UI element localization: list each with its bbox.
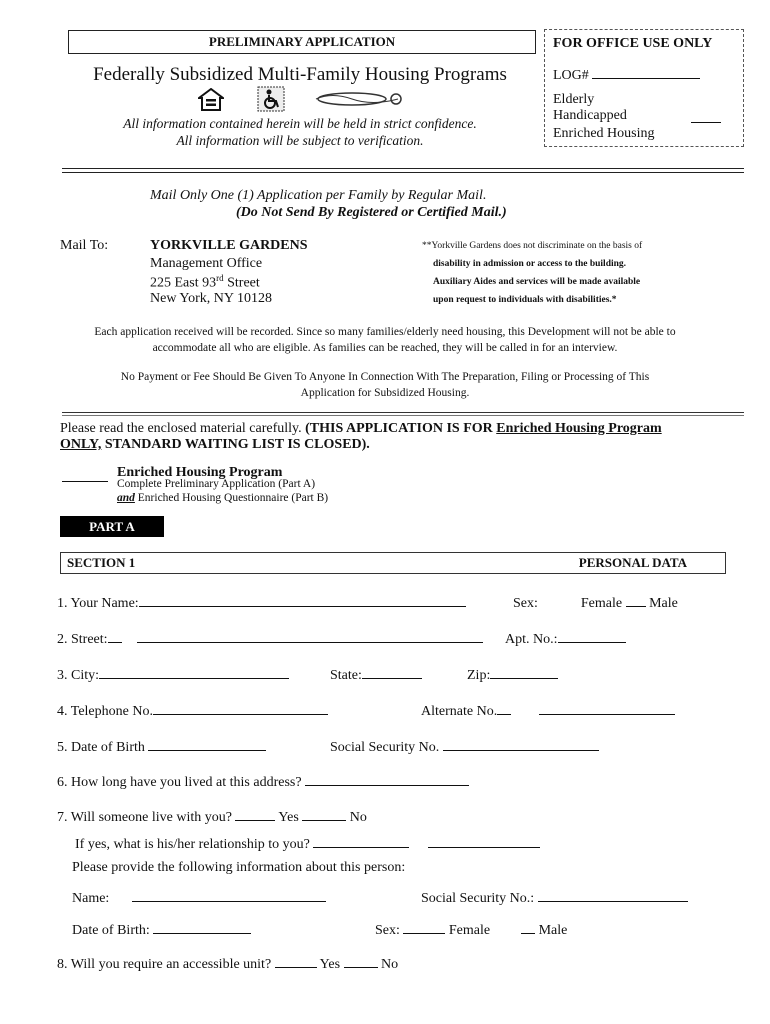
- row-accessible: [57, 953, 398, 973]
- row-ssn: [330, 736, 599, 756]
- handicap-access-icon: [257, 86, 285, 112]
- fee-notice-2: Application for Subsidized Housing.: [300, 387, 470, 399]
- city-field[interactable]: [99, 664, 289, 679]
- row-city: [57, 664, 289, 684]
- nondiscrimination-notice-1: **Yorkville Gardens does not discriminate on the basis of: [422, 241, 643, 251]
- address-line-1: Management Office: [150, 256, 263, 271]
- alternate-field[interactable]: [539, 700, 675, 715]
- city-label: 3. City:: [57, 668, 100, 683]
- row-other-sex: [375, 919, 567, 939]
- recording-notice-2: accommodate all who are eligible. As families can be reached, they will be called in for an interview.: [152, 342, 618, 354]
- personal-data-label: PERSONAL DATA: [578, 555, 687, 570]
- address-line-2-suffix: rd: [216, 273, 224, 283]
- state-field[interactable]: [362, 664, 422, 679]
- male-label: Male: [649, 596, 678, 611]
- row-sex: [513, 592, 678, 612]
- your-name-label: 1. Your Name:: [57, 596, 139, 611]
- other-male-field[interactable]: [521, 919, 535, 934]
- confidential-notice-1: All information contained herein will be held in strict confidence.: [123, 116, 477, 131]
- apt-field[interactable]: [558, 628, 626, 643]
- section-1-label: SECTION 1: [67, 555, 136, 570]
- row-apt: [505, 628, 626, 648]
- accessible-no-label: No: [381, 957, 399, 972]
- waiting-list-closed-text: STANDARD WAITING LIST IS CLOSED).: [101, 437, 370, 452]
- address-line-2-tail: Street: [223, 275, 260, 291]
- nondiscrimination-notice-2: disability in admission or access to the building.: [433, 259, 627, 269]
- female-field[interactable]: [626, 592, 646, 607]
- row-state: [330, 664, 422, 684]
- preliminary-application-label: PRELIMINARY APPLICATION: [208, 34, 396, 49]
- live-with-no-label: No: [349, 810, 367, 825]
- office-use-title: FOR OFFICE USE ONLY: [553, 36, 713, 51]
- row-dob: [57, 736, 266, 756]
- accessible-no-field[interactable]: [344, 953, 378, 968]
- header-divider: [62, 168, 744, 173]
- section-1-bar: [60, 552, 726, 574]
- zip-field[interactable]: [490, 664, 558, 679]
- nondiscrimination-notice-3: Auxiliary Aides and services will be made available: [433, 277, 641, 287]
- accessible-label: 8. Will you require an accessible unit?: [57, 957, 272, 972]
- state-label: State:: [330, 668, 362, 683]
- program-instruction: [60, 421, 700, 453]
- row-street: [57, 628, 483, 648]
- row-other-ssn: [421, 887, 688, 907]
- other-name-field[interactable]: [132, 887, 326, 902]
- page-title: Federally Subsidized Multi-Family Housing Programs: [93, 64, 507, 85]
- office-use-box: [544, 29, 744, 147]
- application-for-text: (THIS APPLICATION IS FOR: [305, 421, 497, 436]
- live-with-label: 7. Will someone live with you?: [57, 810, 232, 825]
- other-ssn-label: Social Security No.:: [421, 891, 535, 906]
- mail-to-label: Mail To:: [60, 238, 109, 253]
- read-instruction-text: Please read the enclosed material carefully.: [60, 421, 306, 436]
- row-provide-info: [72, 860, 405, 876]
- log-row: [553, 64, 700, 84]
- other-sex-label: Sex:: [375, 923, 400, 938]
- program-name-text: Enriched Housing Program: [496, 421, 662, 436]
- accessible-yes-label: Yes: [319, 957, 341, 972]
- alternate-label: Alternate No.: [421, 704, 498, 719]
- dob-label: 5. Date of Birth: [57, 740, 145, 755]
- enriched-program-title: Enriched Housing Program: [117, 465, 283, 480]
- confidential-notice-2: All information will be subject to verification.: [176, 133, 424, 148]
- apt-label: Apt. No.:: [505, 632, 558, 647]
- row-how-long: [57, 771, 469, 791]
- relationship-label: If yes, what is his/her relationship to you?: [75, 837, 310, 852]
- enriched-program-checkbox-line[interactable]: [62, 467, 108, 482]
- enriched-program-sub-2: [117, 492, 328, 504]
- how-long-label: 6. How long have you lived at this address?: [57, 775, 302, 790]
- zip-label: Zip:: [467, 668, 491, 683]
- row-relationship: [75, 833, 540, 853]
- your-name-field[interactable]: [139, 592, 466, 607]
- enriched-program-sub-1: Complete Preliminary Application (Part A): [117, 478, 316, 490]
- mail-instruction-1: Mail Only One (1) Application per Family by Regular Mail.: [150, 188, 487, 203]
- accessible-yes-field[interactable]: [275, 953, 317, 968]
- row-zip: [467, 664, 558, 684]
- relationship-field[interactable]: [313, 833, 409, 848]
- mail-instruction-2: (Do Not Send By Registered or Certified Mail.): [236, 205, 507, 220]
- office-enriched-label: Enriched Housing: [553, 126, 655, 141]
- preliminary-application-banner: [68, 30, 536, 54]
- address-line-2-street: 225 East 93: [150, 275, 217, 291]
- row-alternate: [421, 700, 675, 720]
- only-text: ONLY,: [60, 437, 102, 452]
- row-name: [57, 592, 466, 612]
- other-dob-field[interactable]: [153, 919, 251, 934]
- questionnaire-text: Enriched Housing Questionnaire (Part B): [134, 492, 329, 504]
- office-elderly-label: Elderly: [553, 92, 595, 107]
- telephone-label: 4. Telephone No.: [57, 704, 153, 719]
- sex-label: Sex:: [513, 596, 538, 611]
- log-label: LOG#: [553, 68, 589, 83]
- fee-notice-1: No Payment or Fee Should Be Given To Anyone In Connection With The Preparation, Filing or Processing of This: [120, 371, 650, 383]
- recording-notice-1: Each application received will be recorded. Since so many families/elderly need housing, this Development will not be able to: [94, 326, 676, 338]
- nondiscrimination-notice-4: upon request to individuals with disabilities.*: [433, 295, 617, 305]
- agency-logo-icon: [312, 90, 404, 108]
- other-name-label: Name:: [72, 891, 110, 906]
- relationship-field-2[interactable]: [428, 833, 540, 848]
- live-with-yes-field[interactable]: [235, 806, 275, 821]
- address-line-2: [150, 273, 260, 292]
- org-name: YORKVILLE GARDENS: [150, 238, 308, 253]
- info-divider: [62, 412, 744, 416]
- log-number-field[interactable]: [592, 64, 700, 79]
- dob-field[interactable]: [148, 736, 266, 751]
- female-label: Female: [580, 596, 623, 611]
- how-long-field[interactable]: [305, 771, 469, 786]
- street-field[interactable]: [137, 628, 483, 643]
- office-handicapped-label: Handicapped: [553, 108, 627, 123]
- equal-housing-icon: [198, 88, 224, 112]
- street-field-prefix[interactable]: [108, 628, 122, 643]
- ssn-label: Social Security No.: [330, 740, 440, 755]
- and-text: and: [117, 492, 135, 504]
- telephone-field[interactable]: [153, 700, 328, 715]
- provide-info-label: Please provide the following information about this person:: [72, 860, 406, 875]
- other-female-label: Female: [448, 923, 491, 938]
- live-with-no-field[interactable]: [302, 806, 346, 821]
- street-label: 2. Street:: [57, 632, 108, 647]
- live-with-yes-label: Yes: [278, 810, 299, 825]
- ssn-field[interactable]: [443, 736, 599, 751]
- other-ssn-field[interactable]: [538, 887, 688, 902]
- address-line-3: New York, NY 10128: [150, 291, 272, 306]
- row-live-with: [57, 806, 367, 826]
- office-handicapped-field[interactable]: [691, 108, 721, 123]
- other-male-label: Male: [538, 923, 568, 938]
- part-a-label: PART A: [60, 516, 164, 537]
- other-dob-label: Date of Birth:: [72, 923, 150, 938]
- row-other-dob: [72, 919, 251, 939]
- row-telephone: [57, 700, 328, 720]
- other-female-field[interactable]: [403, 919, 445, 934]
- alternate-field-prefix[interactable]: [497, 700, 511, 715]
- row-other-name: [72, 887, 326, 907]
